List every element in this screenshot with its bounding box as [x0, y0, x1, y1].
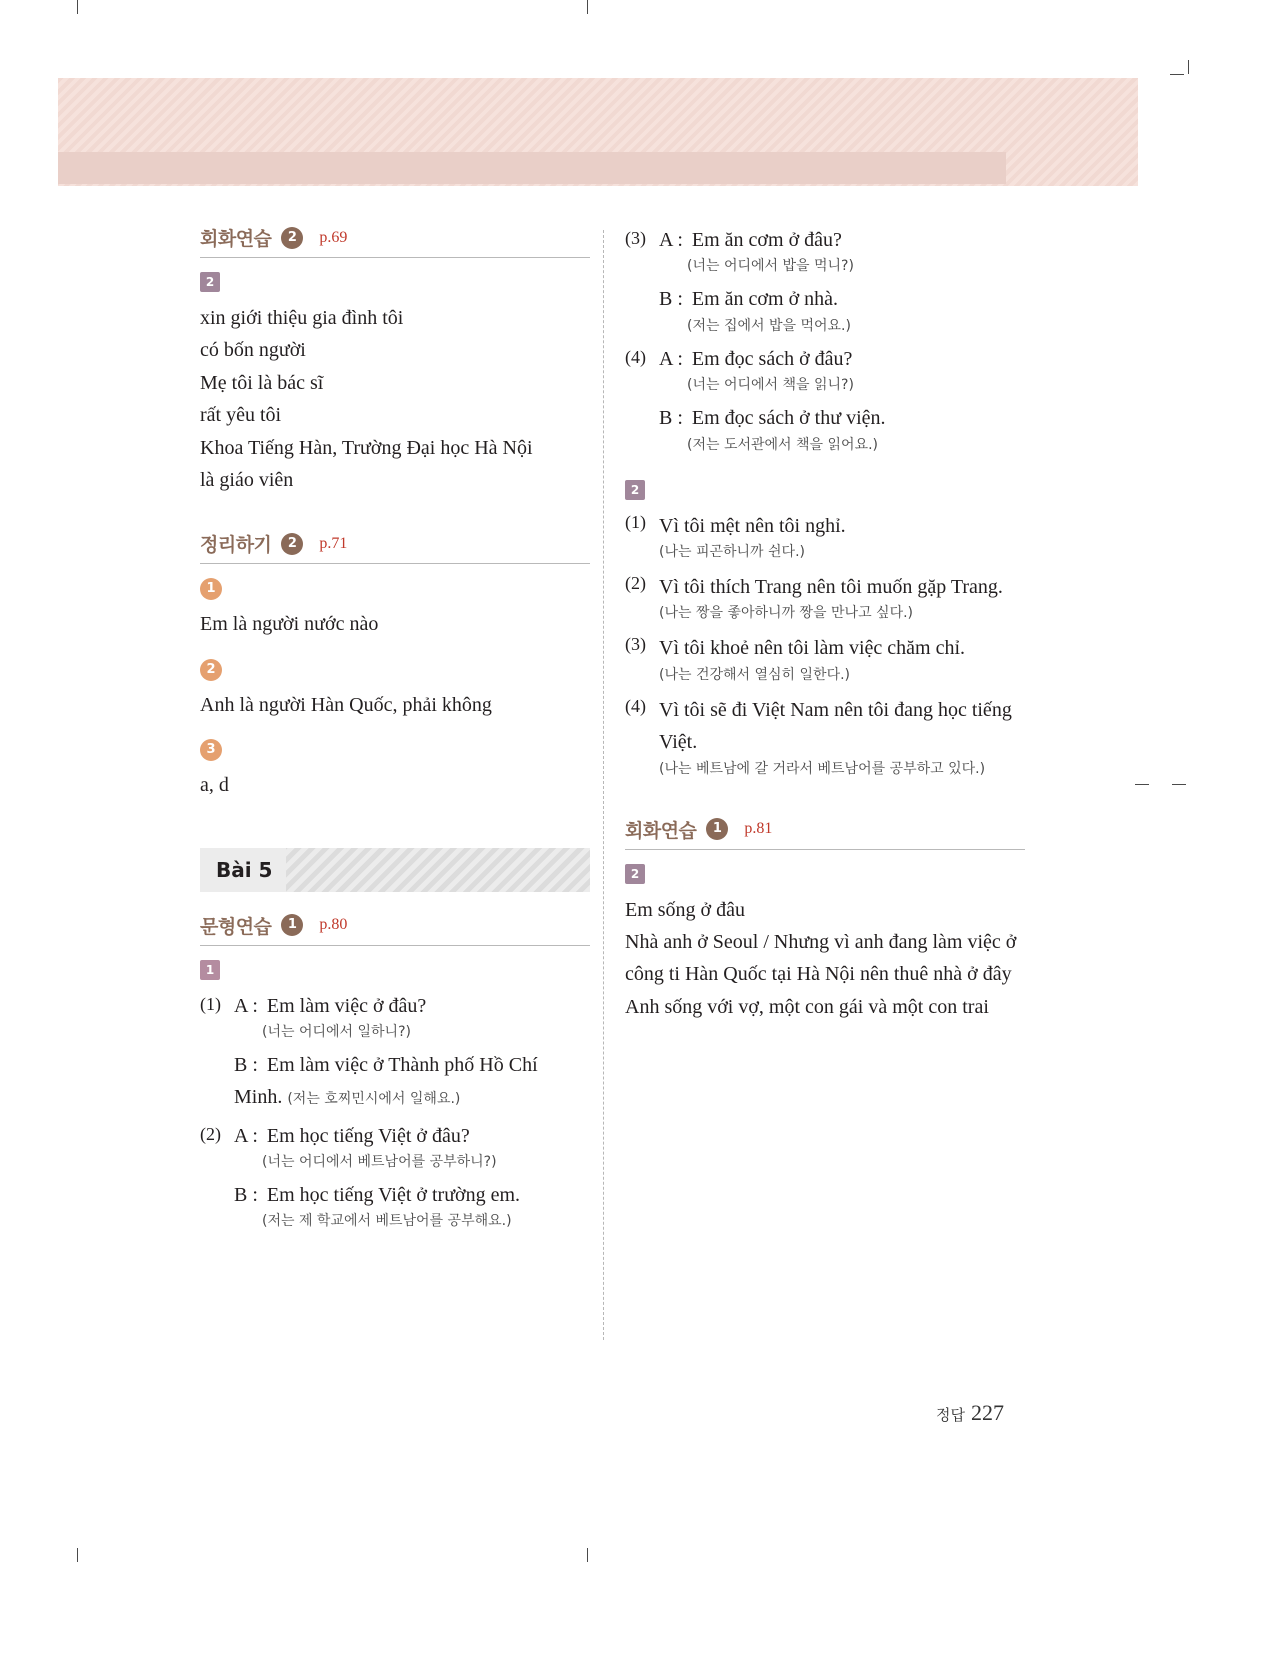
list-item — [625, 510, 1025, 563]
speaker-label-b: B : — [234, 1184, 258, 1207]
item-number-bullet: 2 — [200, 659, 222, 681]
qa-answer-row — [200, 1049, 590, 1114]
answer-line: là giáo viên — [200, 468, 294, 491]
crop-mark — [1172, 784, 1186, 785]
qa-answer-text: Em làm việc ở Thành phố Hồ Chí Minh. — [234, 1053, 538, 1109]
item-vietnamese: Vì tôi thích Trang nên tôi muốn gặp Trang. — [659, 575, 1003, 598]
answer-line: Khoa Tiếng Hàn, Trường Đại học Hà Nội — [200, 436, 533, 459]
qa-answer-row — [625, 283, 1025, 315]
item-body — [659, 510, 1025, 563]
qa-question-translation: (너는 어디에서 책을 읽니?) — [687, 377, 854, 394]
item-vietnamese: Vì tôi mệt nên tôi nghỉ. — [659, 514, 846, 537]
qa-question-text: Em làm việc ở đâu? — [266, 994, 427, 1017]
lesson-banner — [200, 848, 590, 892]
item-badge: 1 — [200, 960, 220, 980]
item-badge: 2 — [200, 272, 220, 292]
item-korean: (나는 베트남에 갈 거라서 베트남어를 공부하고 있다.) — [659, 760, 986, 777]
qa-answer-translation: (저는 호찌민시에서 일해요.) — [287, 1091, 461, 1108]
section-title: 회화연습 — [625, 819, 697, 842]
qa-item — [200, 1120, 590, 1233]
qa-answer-translation: (저는 제 학교에서 베트남어를 공부해요.) — [262, 1213, 512, 1230]
footer-label: 정답 — [936, 1406, 965, 1424]
section-number-badge: 1 — [706, 818, 728, 840]
item-index: (1) — [625, 511, 646, 532]
section-header — [625, 816, 1025, 843]
qa-answer — [659, 283, 1025, 315]
list-item — [625, 571, 1025, 624]
header-decoration-bar — [58, 152, 1006, 184]
speaker-label-b: B : — [659, 407, 683, 430]
crop-mark — [77, 0, 78, 14]
answer-line: Em sống ở đâu — [625, 898, 746, 921]
crop-mark — [1170, 74, 1184, 75]
qa-index: (3) — [625, 228, 646, 248]
section-title: 문형연습 — [200, 915, 272, 938]
qa-answer-text: Em ăn cơm ở nhà. — [691, 288, 839, 311]
section-number-badge: 2 — [281, 533, 303, 555]
review-item — [200, 578, 590, 640]
review-answer-text: Em là người nước nào — [200, 613, 379, 636]
section-pattern-practice-1 — [200, 912, 590, 1233]
speaker-label-b: B : — [234, 1053, 258, 1076]
section-number-badge: 1 — [281, 914, 303, 936]
qa-question — [659, 224, 1025, 256]
qa-question-text: Em đọc sách ở đâu? — [691, 347, 853, 370]
item-badge: 2 — [625, 864, 645, 884]
qa-index: (4) — [625, 346, 646, 367]
qa-answer — [234, 1049, 590, 1114]
section-header — [200, 530, 590, 557]
crop-mark — [587, 1548, 588, 1562]
exercise-two — [625, 480, 1025, 780]
speaker-label-a: A : — [234, 1124, 258, 1147]
list-item — [625, 694, 1025, 780]
section-header — [200, 224, 590, 251]
speaker-label-b: B : — [659, 288, 683, 311]
item-body — [659, 632, 1025, 685]
qa-answer — [659, 402, 1025, 434]
speaker-label-a: A : — [234, 994, 258, 1017]
qa-index-spacer — [200, 1179, 234, 1180]
list-item — [625, 632, 1025, 685]
item-korean: (나는 짱을 좋아하니까 짱을 만나고 싶다.) — [659, 605, 914, 622]
page-reference: p.71 — [319, 534, 348, 552]
answer-line: Mẹ tôi là bác sĩ — [200, 371, 324, 394]
qa-answer-translation: (저는 집에서 밥을 먹어요.) — [687, 317, 851, 334]
item-vietnamese: Vì tôi khoẻ nên tôi làm việc chăm chỉ. — [659, 637, 966, 660]
qa-answer-row — [200, 1179, 590, 1211]
answer-lines — [625, 894, 1025, 1024]
review-item — [200, 659, 590, 721]
qa-answer — [234, 1179, 590, 1211]
qa-question — [659, 343, 1025, 375]
section-conversation-practice-1 — [625, 816, 1025, 1024]
qa-index-spacer — [625, 283, 659, 284]
qa-answer-row — [625, 402, 1025, 434]
page-reference: p.80 — [319, 916, 348, 934]
qa-index-spacer — [200, 1049, 234, 1050]
section-review-2 — [200, 530, 590, 801]
item-body — [659, 694, 1025, 780]
section-conversation-practice-2 — [200, 224, 590, 496]
right-column — [625, 224, 1025, 1049]
answer-line: xin giới thiệu gia đình tôi — [200, 307, 404, 329]
crop-mark — [1188, 60, 1189, 74]
item-number-bullet: 3 — [200, 739, 222, 761]
qa-item — [625, 343, 1025, 456]
answer-lines — [200, 302, 590, 496]
qa-question-translation: (너는 어디에서 밥을 먹니?) — [687, 258, 854, 275]
item-korean: (나는 피곤하니까 쉰다.) — [659, 543, 805, 560]
item-number-bullet: 1 — [200, 578, 222, 600]
page-footer — [0, 1400, 1004, 1426]
section-rule — [625, 849, 1025, 850]
section-title: 정리하기 — [200, 534, 272, 557]
section-rule — [200, 257, 590, 258]
qa-index: (2) — [200, 1123, 221, 1144]
qa-index-spacer — [625, 402, 659, 403]
answer-line: rất yêu tôi — [200, 404, 282, 427]
review-answer-text: Anh là người Hàn Quốc, phải không — [200, 693, 492, 716]
qa-question-translation: (너는 어디에서 베트남어를 공부하니?) — [262, 1154, 497, 1171]
item-korean: (나는 건강해서 열심히 일한다.) — [659, 666, 851, 683]
qa-question — [234, 1120, 590, 1152]
qa-question-row — [200, 990, 590, 1022]
qa-question-row — [625, 224, 1025, 256]
item-badge: 2 — [625, 480, 645, 500]
qa-question-row — [625, 343, 1025, 375]
crop-mark — [587, 0, 588, 14]
qa-question-row — [200, 1120, 590, 1152]
qa-index: (1) — [200, 993, 221, 1014]
answer-line: Nhà anh ở Seoul / Nhưng vì anh đang làm việc ở công ti Hàn Quốc tại Hà Nội nên thuê nhà ở đây — [625, 930, 1017, 986]
qa-item — [625, 224, 1025, 337]
section-rule — [200, 945, 590, 946]
item-index: (4) — [625, 695, 646, 716]
qa-question — [234, 990, 590, 1022]
qa-question-translation: (너는 어디에서 일하니?) — [262, 1023, 411, 1040]
page-number: 227 — [971, 1400, 1004, 1425]
page-reference: p.69 — [319, 228, 348, 246]
section-number-badge: 2 — [281, 227, 303, 249]
qa-question-text: Em học tiếng Việt ở đâu? — [266, 1124, 470, 1147]
item-index: (2) — [625, 572, 646, 593]
left-column — [200, 224, 590, 1258]
qa-answer-translation: (저는 도서관에서 책을 읽어요.) — [687, 436, 879, 453]
lesson-banner-label: Bài 5 — [200, 848, 286, 892]
review-item — [200, 739, 590, 801]
qa-answer-text: Em học tiếng Việt ở trường em. — [266, 1184, 521, 1207]
answer-line: có bốn người — [200, 339, 306, 362]
crop-mark — [77, 1548, 78, 1562]
qa-answer-text: Em đọc sách ở thư viện. — [691, 407, 886, 430]
review-answer-text: a, d — [200, 774, 229, 797]
item-index: (3) — [625, 634, 646, 655]
section-rule — [200, 563, 590, 564]
column-divider — [603, 230, 605, 1340]
item-vietnamese: Vì tôi sẽ đi Việt Nam nên tôi đang học tiếng Việt. — [659, 698, 1012, 754]
qa-question-text: Em ăn cơm ở đâu? — [691, 229, 842, 251]
speaker-label-a: A : — [659, 229, 683, 251]
item-body — [659, 571, 1025, 624]
section-header — [200, 912, 590, 939]
qa-item — [200, 990, 590, 1114]
section-title: 회화연습 — [200, 228, 272, 250]
answer-line: Anh sống với vợ, một con gái và một con trai — [625, 995, 989, 1018]
speaker-label-a: A : — [659, 347, 683, 370]
crop-mark — [1135, 784, 1149, 785]
page-reference: p.81 — [744, 820, 773, 838]
